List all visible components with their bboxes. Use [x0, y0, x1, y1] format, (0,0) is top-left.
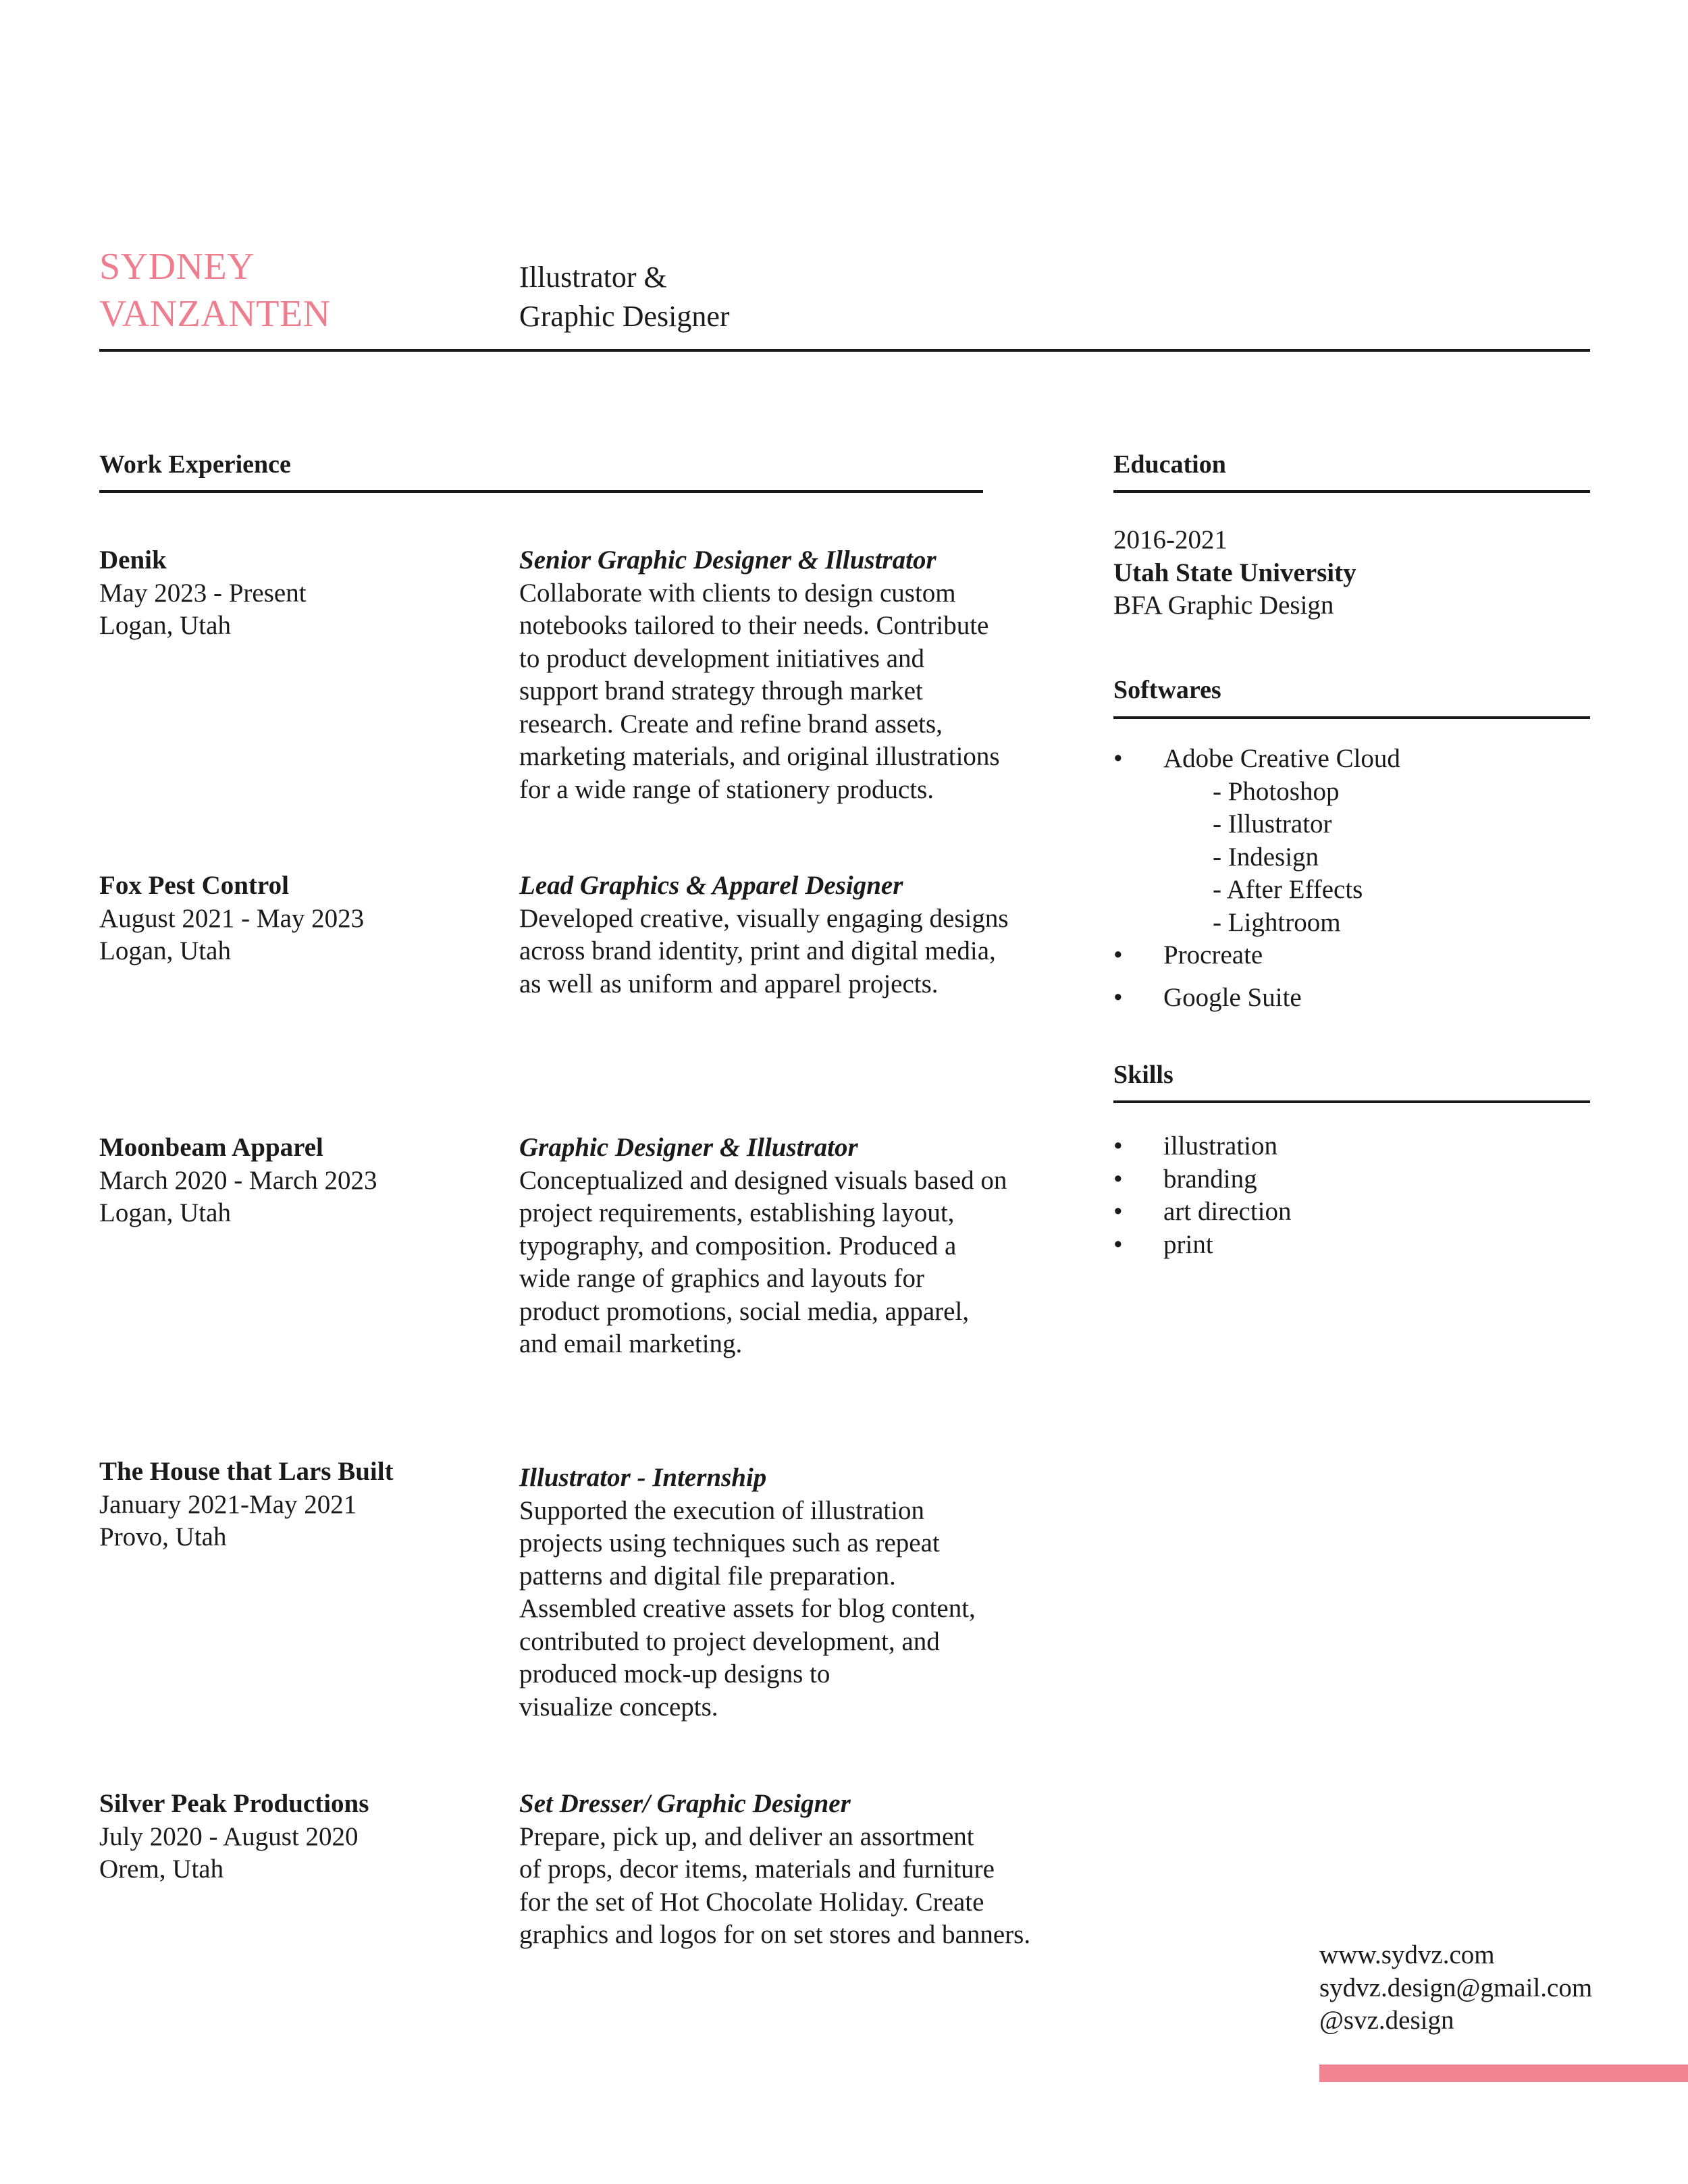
- software-sub-item: - Photoshop: [1213, 776, 1340, 806]
- desc-line: research. Create and refine brand assets,: [519, 709, 943, 739]
- desc-line: contributed to project development, and: [519, 1626, 940, 1656]
- list-item: [1113, 939, 1586, 972]
- accent-bar: [1319, 2065, 1688, 2082]
- software-name: Procreate: [1163, 940, 1263, 969]
- work-experience-divider: [99, 490, 983, 493]
- job-description: [519, 870, 1032, 1001]
- list-item: [1113, 1229, 1586, 1262]
- job-dates: March 2020 - March 2023: [99, 1165, 377, 1195]
- company-name: The House that Lars Built: [99, 1457, 394, 1486]
- skill-name: art direction: [1163, 1197, 1292, 1226]
- desc-line: across brand identity, print and digital media,: [519, 936, 996, 965]
- company-name: Silver Peak Productions: [99, 1789, 369, 1818]
- list-item: [1113, 1163, 1586, 1196]
- list-item: [1113, 1196, 1586, 1229]
- job-location: Logan, Utah: [99, 936, 231, 965]
- last-name: VANZANTEN: [99, 293, 331, 335]
- job-location: Orem, Utah: [99, 1855, 224, 1884]
- desc-line: graphics and logos for on set stores and banners.: [519, 1920, 1031, 1949]
- desc-line: Conceptualized and designed visuals based on: [519, 1165, 1007, 1195]
- desc-line: produced mock-up designs to: [519, 1659, 830, 1688]
- desc-line: Collaborate with clients to design custom: [519, 578, 956, 608]
- desc-line: and email marketing.: [519, 1329, 743, 1358]
- title-line-1: Illustrator &: [519, 261, 667, 294]
- bullet-icon: •: [1113, 1164, 1123, 1194]
- desc-line: Developed creative, visually engaging designs: [519, 903, 1009, 933]
- desc-line: Assembled creative assets for blog content,: [519, 1594, 976, 1623]
- desc-line: to product development initiatives and: [519, 643, 925, 673]
- education-years: 2016-2021: [1113, 525, 1228, 554]
- bullet-icon: •: [1113, 940, 1123, 969]
- company-name: Denik: [99, 545, 167, 575]
- candidate-name: [99, 243, 331, 338]
- job-location: Provo, Utah: [99, 1522, 227, 1551]
- software-name: Adobe Creative Cloud: [1163, 744, 1400, 773]
- title-line-2: Graphic Designer: [519, 300, 730, 333]
- education-school: Utah State University: [1113, 558, 1356, 587]
- job-meta: [99, 544, 491, 643]
- desc-line: projects using techniques such as repeat: [519, 1528, 940, 1557]
- job-title: [519, 258, 730, 336]
- job-meta: [99, 1456, 491, 1554]
- contact-block: [1319, 1939, 1592, 2037]
- job-role: Illustrator - Internship: [519, 1463, 767, 1492]
- job-description: [519, 1788, 1032, 1952]
- software-sub-item: - Indesign: [1213, 842, 1319, 872]
- skill-name: print: [1163, 1229, 1213, 1259]
- software-sub-item: - Illustrator: [1213, 809, 1332, 838]
- desc-line: product promotions, social media, apparel,: [519, 1296, 970, 1326]
- first-name: SYDNEY: [99, 246, 255, 288]
- job-role: Lead Graphics & Apparel Designer: [519, 871, 903, 900]
- company-name: Fox Pest Control: [99, 871, 289, 900]
- desc-line: as well as uniform and apparel projects.: [519, 969, 939, 998]
- desc-line: of props, decor items, materials and furniture: [519, 1855, 995, 1884]
- job-dates: July 2020 - August 2020: [99, 1821, 359, 1851]
- software-sub-item: - Lightroom: [1213, 907, 1341, 937]
- company-name: Moonbeam Apparel: [99, 1133, 323, 1162]
- job-meta: [99, 1788, 491, 1886]
- social-handle[interactable]: @svz.design: [1319, 2006, 1454, 2035]
- job-location: Logan, Utah: [99, 611, 231, 640]
- job-role: Senior Graphic Designer & Illustrator: [519, 545, 937, 575]
- softwares-divider: [1113, 716, 1590, 719]
- bullet-icon: •: [1113, 744, 1123, 773]
- bullet-icon: •: [1113, 1197, 1123, 1226]
- desc-line: project requirements, establishing layout,: [519, 1198, 955, 1227]
- desc-line: Prepare, pick up, and deliver an assortment: [519, 1821, 974, 1851]
- job-description: [519, 544, 1032, 806]
- bullet-icon: •: [1113, 982, 1123, 1012]
- education-block: [1113, 524, 1356, 622]
- desc-line: notebooks tailored to their needs. Contribute: [519, 611, 989, 640]
- desc-line: marketing materials, and original illustrations: [519, 742, 1000, 771]
- job-role: Set Dresser/ Graphic Designer: [519, 1789, 851, 1818]
- bullet-icon: •: [1113, 1229, 1123, 1259]
- list-item: [1113, 1130, 1586, 1163]
- job-dates: August 2021 - May 2023: [99, 903, 365, 933]
- softwares-heading: Softwares: [1113, 676, 1221, 704]
- desc-line: typography, and composition. Produced a: [519, 1231, 957, 1260]
- list-item: [1113, 743, 1586, 776]
- desc-line: for a wide range of stationery products.: [519, 774, 934, 804]
- desc-line: visualize concepts.: [519, 1692, 718, 1722]
- job-meta: [99, 1131, 491, 1230]
- email-link[interactable]: sydvz.design@gmail.com: [1319, 1973, 1593, 2002]
- bullet-icon: •: [1113, 1131, 1123, 1161]
- desc-line: support brand strategy through market: [519, 676, 923, 705]
- desc-line: Supported the execution of illustration: [519, 1495, 925, 1525]
- job-dates: May 2023 - Present: [99, 578, 307, 608]
- desc-line: wide range of graphics and layouts for: [519, 1264, 924, 1293]
- skills-divider: [1113, 1100, 1590, 1103]
- education-divider: [1113, 490, 1590, 493]
- job-location: Logan, Utah: [99, 1198, 231, 1227]
- skill-name: illustration: [1163, 1131, 1277, 1161]
- work-experience-heading: Work Experience: [99, 450, 291, 479]
- job-role: Graphic Designer & Illustrator: [519, 1133, 858, 1162]
- software-sub-item: - After Effects: [1213, 875, 1363, 904]
- desc-line: patterns and digital file preparation.: [519, 1561, 896, 1591]
- job-meta: [99, 870, 491, 968]
- list-item: [1113, 982, 1586, 1015]
- skills-list: [1113, 1130, 1586, 1261]
- skills-heading: Skills: [1113, 1061, 1173, 1089]
- software-name: Google Suite: [1163, 982, 1302, 1012]
- skill-name: branding: [1163, 1164, 1257, 1194]
- education-heading: Education: [1113, 450, 1226, 479]
- header-divider: [99, 349, 1590, 352]
- education-degree: BFA Graphic Design: [1113, 591, 1334, 620]
- job-dates: January 2021-May 2021: [99, 1489, 357, 1519]
- job-description: [519, 1131, 1032, 1361]
- softwares-list: [1113, 743, 1586, 1014]
- job-description: [519, 1462, 1032, 1724]
- website-link[interactable]: www.sydvz.com: [1319, 1940, 1495, 1969]
- desc-line: for the set of Hot Chocolate Holiday. Create: [519, 1887, 984, 1917]
